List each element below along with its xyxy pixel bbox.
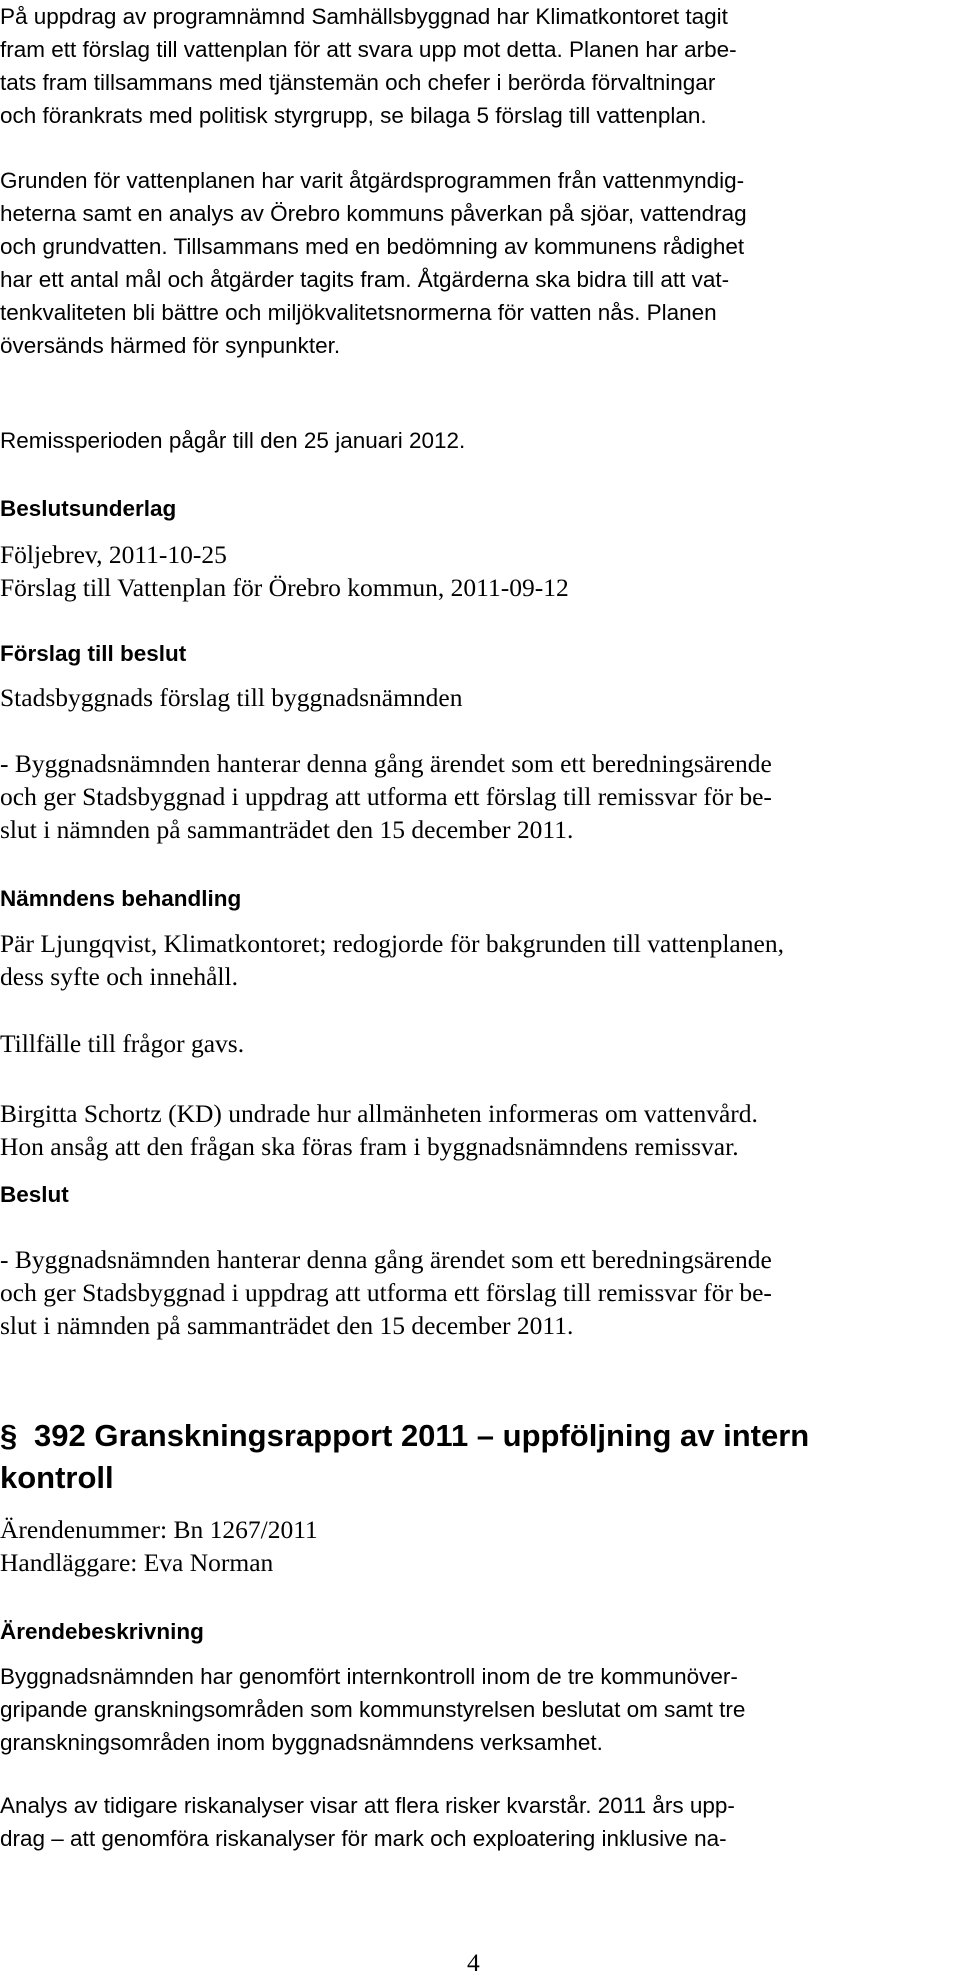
text-line: På uppdrag av programnämnd Samhällsbyggnad har Klimatkontoret tagit <box>0 4 728 29</box>
handlaggare: Handläggare: Eva Norman <box>0 1548 274 1577</box>
heading-forslag-till-beslut <box>0 637 186 670</box>
text-line: tats fram tillsammans med tjänstemän och chefer i berörda förvaltningar <box>0 70 716 95</box>
text-line: Tillfälle till frågor gavs. <box>0 1029 245 1058</box>
heading-text: Nämndens behandling <box>0 886 242 911</box>
text-line: Hon ansåg att den frågan ska föras fram i byggnadsnämndens remissvar. <box>0 1132 739 1161</box>
arendebeskrivning-paragraph-2 <box>0 1789 735 1855</box>
heading-namndens-behandling <box>0 882 241 915</box>
section-392-meta <box>0 1513 318 1579</box>
text-line: fram ett förslag till vattenplan för att svara upp mot detta. Planen har arbe- <box>0 37 737 62</box>
beslutsunderlag-list <box>0 538 569 604</box>
text-line: Birgitta Schortz (KD) undrade hur allmänheten informeras om vattenvård. <box>0 1099 758 1128</box>
text-line: slut i nämnden på sammanträdet den 15 december 2011. <box>0 1311 574 1340</box>
behandling-paragraph-2 <box>0 1027 244 1060</box>
paragraph-vattenplan-uppdrag <box>0 0 737 132</box>
section-title-line-2: kontroll <box>0 1460 114 1495</box>
list-item: Följebrev, 2011-10-25 <box>0 540 227 569</box>
heading-text: Förslag till beslut <box>0 641 187 666</box>
text-line: Byggnadsnämnden har genomfört internkontroll inom de tre kommunöver- <box>0 1664 738 1689</box>
beslut-text <box>0 1243 772 1342</box>
section-392-title <box>0 1415 960 1499</box>
text-line: har ett antal mål och åtgärder tagits fram. Åtgärderna ska bidra till att vat- <box>0 267 730 292</box>
behandling-paragraph-3 <box>0 1097 758 1163</box>
text-line: tenkvaliteten bli bättre och miljökvalitetsnormerna för vatten nås. Planen <box>0 300 717 325</box>
heading-beslut <box>0 1178 69 1211</box>
section-title-line-1: 392 Granskningsrapport 2011 – uppföljning av intern <box>34 1418 810 1453</box>
text-line: och grundvatten. Tillsammans med en bedömning av kommunens rådighet <box>0 234 745 259</box>
text-line: gripande granskningsområden som kommunstyrelsen beslutat om samt tre <box>0 1697 746 1722</box>
text-line: Grunden för vattenplanen har varit åtgärdsprogrammen från vattenmyndig- <box>0 168 745 193</box>
paragraph-symbol: § <box>0 1418 18 1453</box>
text-line: och ger Stadsbyggnad i uppdrag att utforma ett förslag till remissvar för be- <box>0 782 772 811</box>
heading-text: Beslut <box>0 1182 69 1207</box>
text-line: dess syfte och innehåll. <box>0 962 238 991</box>
text-line: och ger Stadsbyggnad i uppdrag att utforma ett förslag till remissvar för be- <box>0 1278 772 1307</box>
heading-text: Beslutsunderlag <box>0 496 177 521</box>
text-line: - Byggnadsnämnden hanterar denna gång ärendet som ett beredningsärende <box>0 749 772 778</box>
heading-beslutsunderlag <box>0 492 176 525</box>
text-line: Remissperioden pågår till den 25 januari 2012. <box>0 428 466 453</box>
remissperiod-text <box>0 424 465 457</box>
heading-text: Ärendebeskrivning <box>0 1619 204 1644</box>
list-item: Förslag till Vattenplan för Örebro kommun, 2011-09-12 <box>0 573 569 602</box>
text-line: Analys av tidigare riskanalyser visar att flera risker kvarstår. 2011 års upp- <box>0 1793 735 1818</box>
text-line: - Byggnadsnämnden hanterar denna gång ärendet som ett beredningsärende <box>0 1245 772 1274</box>
behandling-paragraph-1 <box>0 927 784 993</box>
forslag-text <box>0 747 772 846</box>
text-line: Pär Ljungqvist, Klimatkontoret; redogjorde för bakgrunden till vattenplanen, <box>0 929 784 958</box>
text-line: och förankrats med politisk styrgrupp, se bilaga 5 förslag till vattenplan. <box>0 103 707 128</box>
forslag-subheading <box>0 681 463 714</box>
text-line: slut i nämnden på sammanträdet den 15 december 2011. <box>0 815 574 844</box>
heading-arendebeskrivning <box>0 1615 204 1648</box>
text-line: drag – att genomföra riskanalyser för mark och exploatering inklusive na- <box>0 1826 727 1851</box>
arendebeskrivning-paragraph-1 <box>0 1660 745 1759</box>
text-line: Stadsbyggnads förslag till byggnadsnämnden <box>0 683 463 712</box>
paragraph-vattenplan-grunden <box>0 164 747 362</box>
arendenummer: Ärendenummer: Bn 1267/2011 <box>0 1515 318 1544</box>
text-line: granskningsområden inom byggnadsnämndens verksamhet. <box>0 1730 603 1755</box>
page-number: 4 <box>467 1948 480 1977</box>
text-line: heterna samt en analys av Örebro kommuns påverkan på sjöar, vattendrag <box>0 201 747 226</box>
text-line: översänds härmed för synpunkter. <box>0 333 341 358</box>
